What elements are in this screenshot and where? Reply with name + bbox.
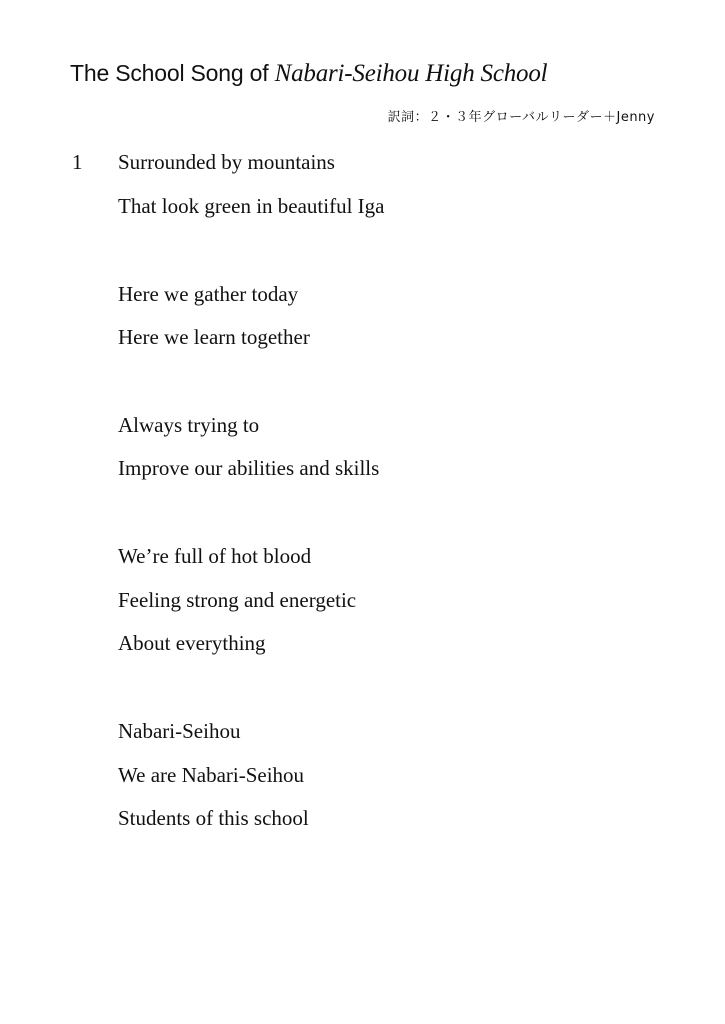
title-prefix: The School Song of (70, 60, 275, 86)
lyric-line: Students of this school (118, 806, 309, 830)
lyric-line: Surrounded by mountains (118, 150, 335, 174)
lyric-line: Nabari-Seihou (118, 719, 241, 743)
translation-credit: 訳詞：２・３年グローバルリーダー＋Jenny (387, 110, 655, 125)
document-title (70, 58, 547, 89)
lyric-line: Feeling strong and energetic (118, 588, 357, 612)
lyric-line: We are Nabari-Seihou (118, 763, 305, 787)
title-school-name: Nabari-Seihou High School (274, 60, 548, 87)
lyric-line: We’re full of hot blood (118, 544, 312, 568)
lyric-line: Always trying to (118, 413, 260, 437)
lyric-line: That look green in beautiful Iga (118, 194, 385, 218)
lyric-line: Here we gather today (118, 282, 299, 306)
lyric-line: Improve our abilities and skills (118, 456, 380, 480)
lyric-line: About everything (118, 631, 266, 655)
lyric-line: Here we learn together (118, 325, 310, 349)
verse-number: 1 (72, 150, 83, 174)
